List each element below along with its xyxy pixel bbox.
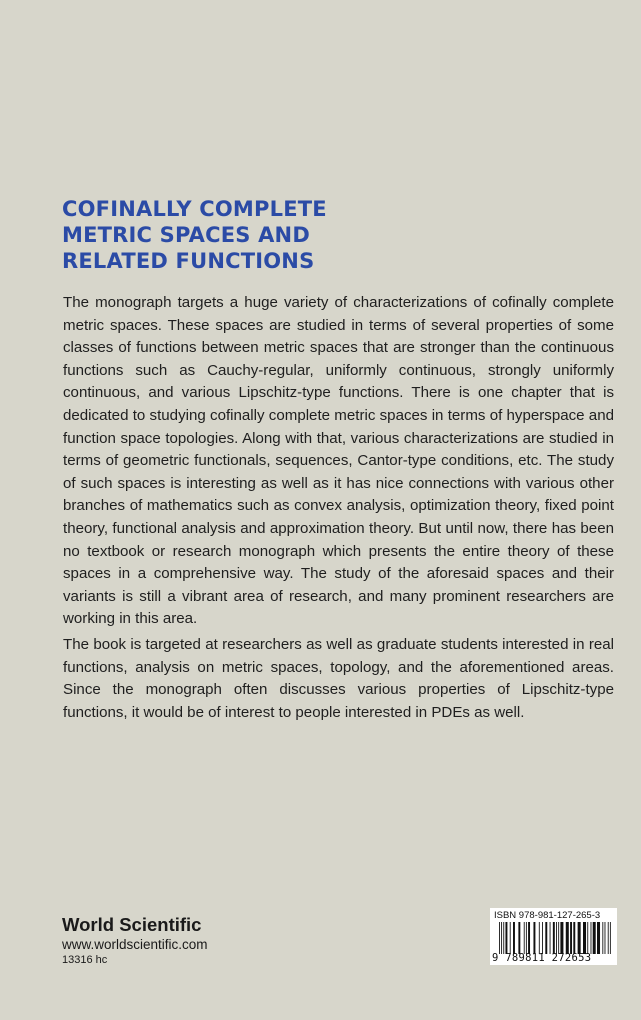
barcode-bar bbox=[566, 922, 569, 954]
title-line: METRIC SPACES AND bbox=[62, 223, 310, 247]
barcode-bar bbox=[539, 922, 540, 954]
barcode-bar bbox=[570, 922, 572, 954]
title-line: COFINALLY COMPLETE bbox=[62, 197, 327, 221]
barcode-bar bbox=[597, 922, 600, 954]
description-paragraph: The book is targeted at researchers as well as graduate students interested in real functions, analysis on metric spaces, topology, and the aforementioned areas. Since the monograph often discusses various properties of Lipschitz-type functions, it would be of interest to people interested in PDEs as well. bbox=[63, 636, 614, 721]
barcode-bar bbox=[510, 922, 511, 954]
publisher-url: www.worldscientific.com bbox=[62, 937, 208, 952]
barcode-bar bbox=[578, 922, 581, 954]
barcode-bars bbox=[499, 922, 611, 954]
barcode-bar bbox=[505, 922, 507, 954]
barcode-bar bbox=[501, 922, 502, 954]
barcode-bar bbox=[608, 922, 609, 954]
barcode-bar bbox=[558, 922, 559, 954]
barcode-bar bbox=[591, 922, 592, 954]
publisher-name: World Scientific bbox=[62, 914, 202, 935]
barcode-bar bbox=[518, 922, 520, 954]
barcode-bar bbox=[605, 922, 606, 954]
barcode-bar bbox=[556, 922, 557, 954]
barcode-bar bbox=[553, 922, 555, 954]
barcode-bar bbox=[593, 922, 596, 954]
barcode-bar bbox=[524, 922, 525, 954]
isbn-barcode bbox=[490, 908, 617, 965]
book-title bbox=[62, 196, 327, 274]
barcode-bar bbox=[583, 922, 586, 954]
barcode-bar bbox=[528, 922, 530, 954]
description-paragraph: The monograph targets a huge variety of characterizations of cofinally complete metric spaces. These spaces are studied in terms of several properties of some classes of functions between metric spaces that are stronger than the continuous functions such as Cauchy-regular, uniformly continuous, strongly uniformly continuous, and various Lipschitz-type functions. There is one chapter that is dedicated to studying cofinally complete metric spaces in terms of hyperspace and function space topologies. Along with that, various characterizations are studied in terms of geometric functionals, sequences, Cantor-type conditions, etc. The study of such spaces is interesting as well as it has nice connections with various other branches of mathematics such as convex analysis, optimization theory, fixed point theory, functional analysis and approximation theory. But until now, there has been no textbook or research monograph which presents the entire theory of these spaces in a comprehensive way. The study of the aforesaid spaces and their variants is still a vibrant area of research, and many prominent researchers are working in this area. bbox=[63, 294, 614, 628]
barcode-bar bbox=[560, 922, 563, 954]
barcode-bar bbox=[545, 922, 547, 954]
barcode-bar bbox=[542, 922, 543, 954]
barcode-bar bbox=[499, 922, 500, 954]
barcode-bar bbox=[610, 922, 611, 954]
product-code: 13316 hc bbox=[62, 954, 108, 966]
barcode-bar bbox=[587, 922, 588, 954]
barcode-bar bbox=[513, 922, 515, 954]
isbn-label: ISBN 978-981-127-265-3 bbox=[494, 910, 601, 921]
barcode-bar bbox=[503, 922, 504, 954]
barcode-bar bbox=[550, 922, 551, 954]
barcode-bar bbox=[602, 922, 603, 954]
barcode-bar bbox=[573, 922, 575, 954]
barcode-bar bbox=[526, 922, 527, 954]
title-line: RELATED FUNCTIONS bbox=[62, 249, 315, 273]
barcode-digits: 9 789811 272653 bbox=[492, 952, 592, 964]
publisher-block bbox=[62, 914, 302, 968]
barcode-bar bbox=[533, 922, 535, 954]
